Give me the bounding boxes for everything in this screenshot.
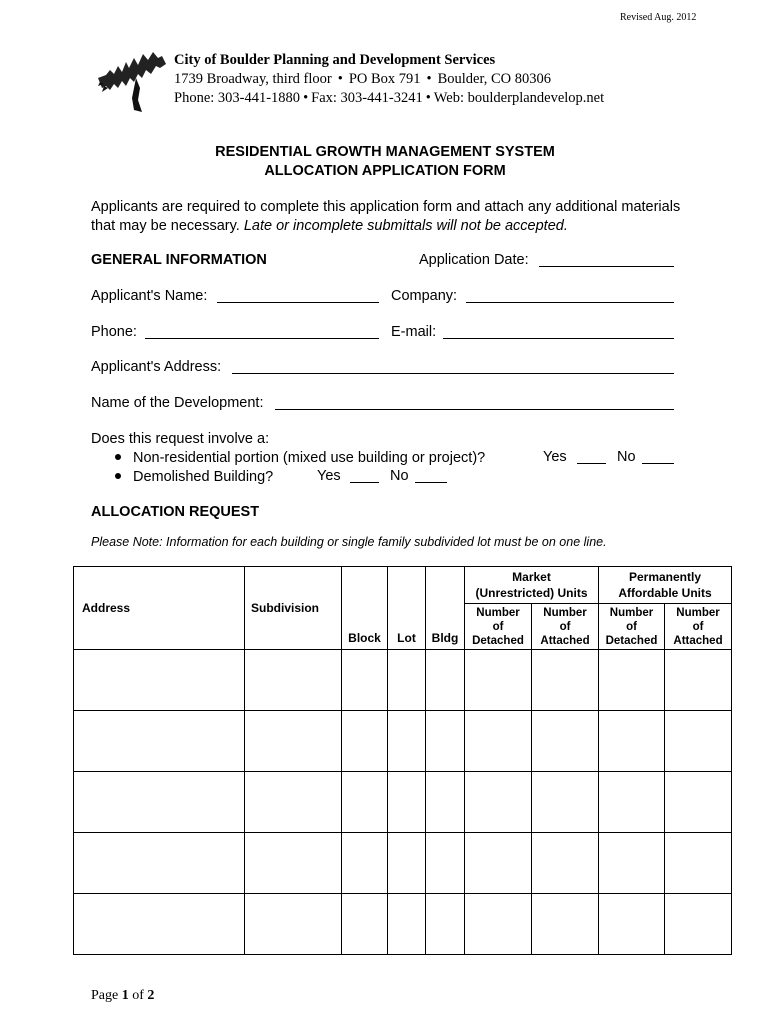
cell-affordable-detached[interactable] <box>599 894 665 955</box>
cell-market-attached[interactable] <box>532 711 599 772</box>
affordable-label-1: Permanently <box>628 570 702 584</box>
cell-block[interactable] <box>342 833 388 894</box>
table-row <box>74 894 732 955</box>
cell-subdivision[interactable] <box>245 833 342 894</box>
office-fax: Fax: 303-441-3241 <box>311 90 423 106</box>
cell-bldg[interactable] <box>426 894 465 955</box>
cell-market-attached[interactable] <box>532 894 599 955</box>
col-group-market <box>465 567 599 604</box>
col-header-lot: Lot <box>388 567 426 650</box>
cell-subdivision[interactable] <box>245 894 342 955</box>
applicant-name-label: Applicant's Name: <box>91 288 208 304</box>
street-address: 1739 Broadway, third floor <box>174 71 332 87</box>
cell-affordable-attached[interactable] <box>665 772 732 833</box>
development-name-label: Name of the Development: <box>91 395 264 411</box>
company-label: Company: <box>391 288 458 304</box>
cell-subdivision[interactable] <box>245 650 342 711</box>
cell-affordable-detached[interactable] <box>599 650 665 711</box>
col-header-subdivision: Subdivision <box>245 567 342 650</box>
allocation-note: Please Note: Information for each building or single family subdivided lot must be on one line. <box>91 535 607 549</box>
table-row <box>74 833 732 894</box>
po-box: PO Box 791 <box>348 71 421 87</box>
question-nonresidential-text: Non-residential portion (mixed use building or project)? <box>133 450 486 466</box>
cell-market-detached[interactable] <box>465 894 532 955</box>
table-row <box>74 711 732 772</box>
cell-bldg[interactable] <box>426 711 465 772</box>
form-title <box>0 143 770 181</box>
cell-market-attached[interactable] <box>532 650 599 711</box>
table-row <box>74 650 732 711</box>
office-phone: Phone: 303-441-1880 <box>174 90 301 106</box>
general-info-heading: GENERAL INFORMATION <box>91 252 267 268</box>
cell-subdivision[interactable] <box>245 711 342 772</box>
form-title-line2: ALLOCATION APPLICATION FORM <box>264 163 506 179</box>
cell-affordable-attached[interactable] <box>665 650 732 711</box>
cell-lot[interactable] <box>388 894 426 955</box>
of-label: of <box>492 620 504 633</box>
cell-subdivision[interactable] <box>245 772 342 833</box>
col-header-block: Block <box>342 567 388 650</box>
col-header-market-attached <box>532 604 599 650</box>
development-name-field[interactable] <box>275 409 674 410</box>
cell-bldg[interactable] <box>426 833 465 894</box>
bullet-icon <box>115 473 121 479</box>
q1-yes-label: Yes <box>543 449 567 465</box>
office-address <box>174 70 604 89</box>
cell-affordable-attached[interactable] <box>665 833 732 894</box>
intro-warning: Late or incomplete submittals will not be accepted. <box>243 218 568 234</box>
cell-block[interactable] <box>342 894 388 955</box>
intro-line2 <box>91 217 680 236</box>
cell-market-detached[interactable] <box>465 711 532 772</box>
email-label: E-mail: <box>391 324 437 340</box>
office-web: Web: boulderplandevelop.net <box>433 90 605 106</box>
page-of: of <box>132 988 144 1003</box>
office-contacts <box>174 89 604 108</box>
form-title-line1: RESIDENTIAL GROWTH MANAGEMENT SYSTEM <box>215 144 555 160</box>
cell-bldg[interactable] <box>426 650 465 711</box>
bullet-icon <box>115 454 121 460</box>
cell-affordable-detached[interactable] <box>599 833 665 894</box>
boulder-flatirons-logo-icon <box>96 48 168 114</box>
page-total: 2 <box>147 988 155 1003</box>
cell-bldg[interactable] <box>426 772 465 833</box>
page-current: 1 <box>121 988 129 1003</box>
bullet-icon: • <box>303 90 309 106</box>
of-label: of <box>692 620 704 633</box>
q2-yes-field[interactable] <box>350 482 379 483</box>
office-header <box>174 51 604 108</box>
cell-block[interactable] <box>342 772 388 833</box>
cell-affordable-detached[interactable] <box>599 711 665 772</box>
col-header-bldg: Bldg <box>426 567 465 650</box>
question-demolished-text: Demolished Building? <box>133 469 274 485</box>
applicant-address-label: Applicant's Address: <box>91 359 222 375</box>
table-row <box>74 772 732 833</box>
cell-market-attached[interactable] <box>532 772 599 833</box>
col-header-address: Address <box>74 567 245 650</box>
cell-address[interactable] <box>74 894 245 955</box>
col-header-affordable-attached <box>665 604 732 650</box>
cell-market-detached[interactable] <box>465 833 532 894</box>
col-group-affordable <box>599 567 732 604</box>
cell-block[interactable] <box>342 650 388 711</box>
bullet-icon: • <box>425 90 431 106</box>
cell-lot[interactable] <box>388 772 426 833</box>
company-field[interactable] <box>466 302 674 303</box>
cell-address[interactable] <box>74 772 245 833</box>
cell-affordable-attached[interactable] <box>665 894 732 955</box>
question-demolished <box>91 468 485 487</box>
q1-yes-field[interactable] <box>577 463 606 464</box>
cell-address[interactable] <box>74 833 245 894</box>
city-zip: Boulder, CO 80306 <box>437 71 552 87</box>
page-word: Page <box>91 988 119 1003</box>
bullet-icon: • <box>426 71 432 87</box>
cell-lot[interactable] <box>388 650 426 711</box>
email-field[interactable] <box>443 338 674 339</box>
market-label-1: Market <box>512 570 551 584</box>
page-number <box>91 988 154 1004</box>
cell-block[interactable] <box>342 711 388 772</box>
intro-line1: Applicants are required to complete this application form and attach any additional materials <box>91 199 681 215</box>
market-label-2: (Unrestricted) Units <box>475 586 588 600</box>
cell-address[interactable] <box>74 650 245 711</box>
application-date-field[interactable] <box>539 266 674 267</box>
phone-label: Phone: <box>91 324 137 340</box>
questions-block <box>91 430 485 487</box>
allocation-table <box>73 566 732 955</box>
q2-no-field[interactable] <box>415 482 447 483</box>
cell-address[interactable] <box>74 711 245 772</box>
intro-line2-plain: that may be necessary. <box>91 218 244 234</box>
number-label: Number <box>609 606 654 619</box>
allocation-table-body <box>74 650 732 955</box>
org-name: City of Boulder Planning and Development Services <box>174 52 496 68</box>
number-label: Number <box>476 606 520 619</box>
col-header-affordable-detached <box>599 604 665 650</box>
cell-market-detached[interactable] <box>465 650 532 711</box>
question-nonresidential <box>91 449 485 468</box>
attached-label: Attached <box>540 634 590 647</box>
cell-lot[interactable] <box>388 833 426 894</box>
q2-yes-label: Yes <box>317 468 341 484</box>
q1-no-field[interactable] <box>642 463 674 464</box>
bullet-icon: • <box>337 71 343 87</box>
affordable-label-2: Affordable Units <box>618 586 712 600</box>
application-date-label: Application Date: <box>419 252 529 268</box>
cell-lot[interactable] <box>388 711 426 772</box>
applicant-address-field[interactable] <box>232 373 674 374</box>
cell-affordable-detached[interactable] <box>599 772 665 833</box>
number-label: Number <box>543 606 587 619</box>
revised-date: Revised Aug. 2012 <box>620 12 697 23</box>
applicant-name-field[interactable] <box>217 302 379 303</box>
intro-text <box>91 198 680 236</box>
allocation-heading: ALLOCATION REQUEST <box>91 504 260 520</box>
attached-label: Attached <box>673 634 723 647</box>
detached-label: Detached <box>605 634 658 647</box>
q2-no-label: No <box>390 468 409 484</box>
detached-label: Detached <box>472 634 524 647</box>
cell-market-attached[interactable] <box>532 833 599 894</box>
cell-market-detached[interactable] <box>465 772 532 833</box>
of-label: of <box>559 620 571 633</box>
cell-affordable-attached[interactable] <box>665 711 732 772</box>
number-label: Number <box>676 606 720 619</box>
phone-field[interactable] <box>145 338 379 339</box>
q1-no-label: No <box>617 449 636 465</box>
col-header-market-detached <box>465 604 532 650</box>
questions-intro: Does this request involve a: <box>91 431 270 447</box>
of-label: of <box>626 620 637 633</box>
